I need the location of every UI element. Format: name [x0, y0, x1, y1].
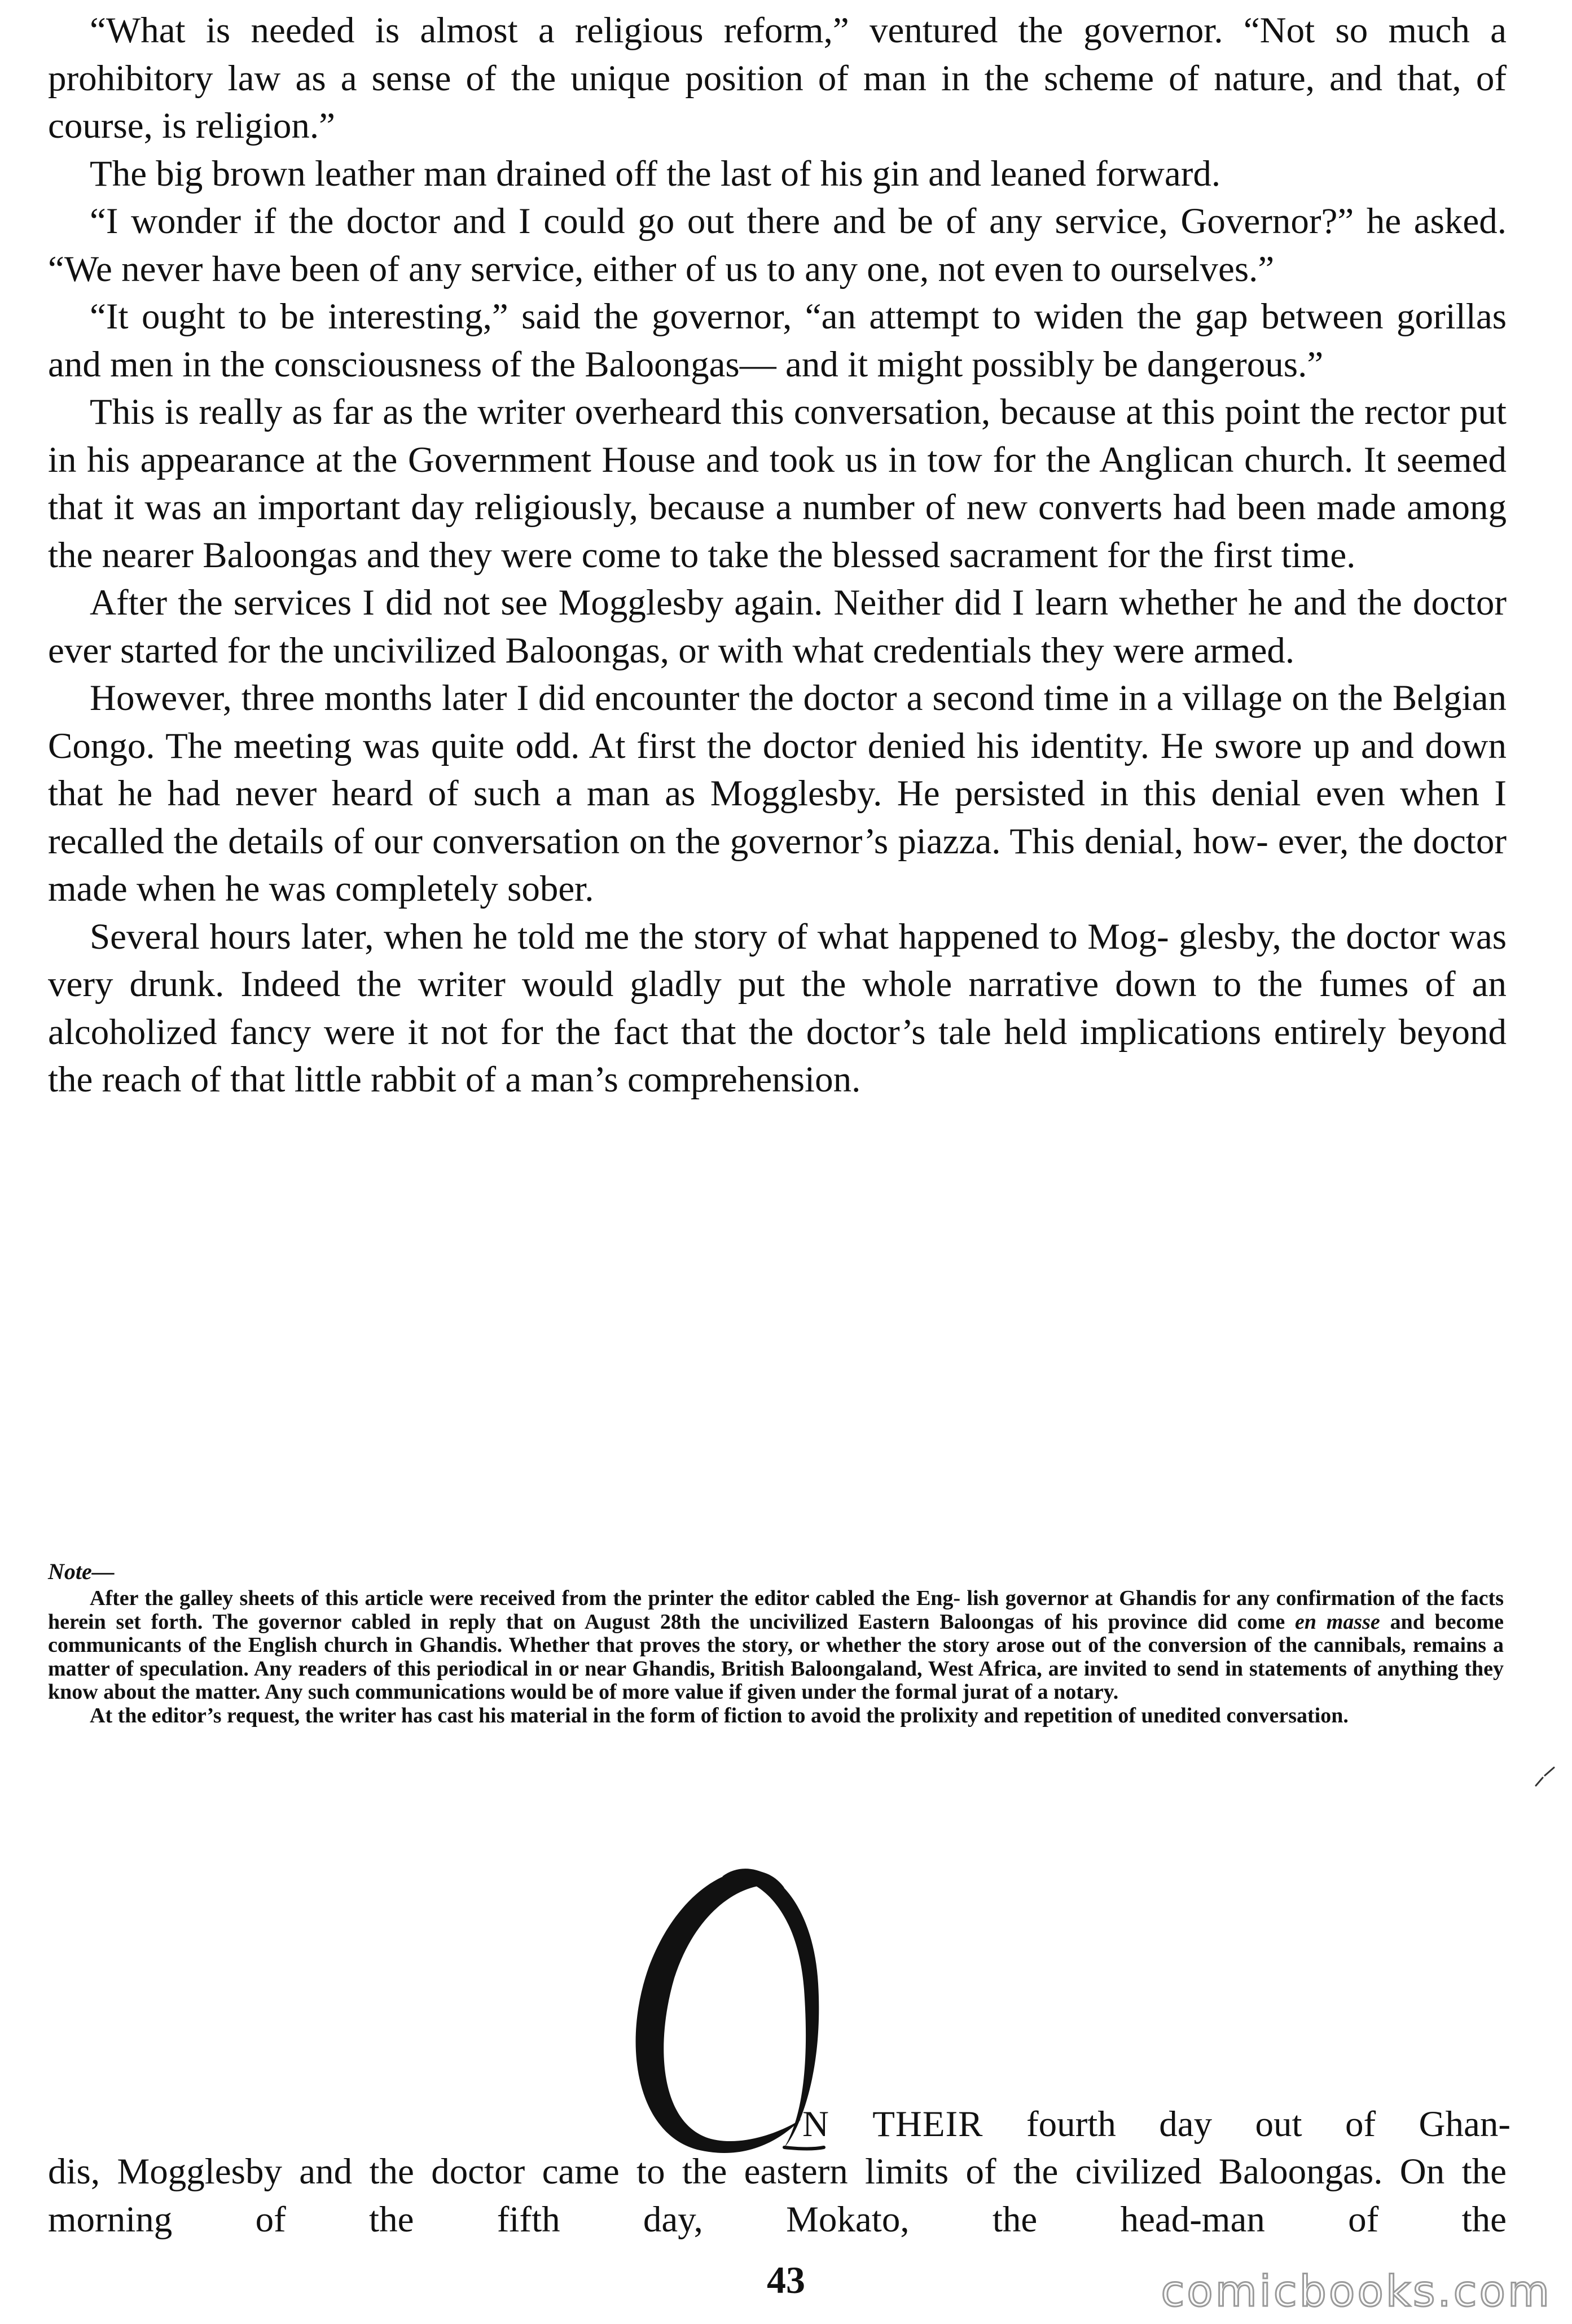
- opening-line-text: fourth day out of Ghan-: [983, 2104, 1510, 2145]
- paragraph: However, three months later I did encounter the doctor a second time in a village on the Belgian Congo. The meeting was quite odd. At first the doctor denied his identity. He swore up and down that he had never heard of such a man as Mogglesby. He persisted in this denial even when I recalled the details of our conversation on the governor’s piazza. This denial, how- ever, the doctor made when he was completely sober.: [48, 678, 1507, 909]
- watermark: comicbooks.com: [1161, 2266, 1552, 2316]
- note-label: Note—: [48, 1559, 115, 1584]
- paragraph: “It ought to be interesting,” said the governor, “an attempt to widen the gap between gorillas and men in the consciousness of the Baloongas— and it might possibly be dangerous.”: [48, 296, 1507, 385]
- note-paragraph: [48, 1587, 1504, 1704]
- note-paragraph: At the editor’s request, the writer has cast his material in the form of fiction to avoid the prolixity and repetition of unedited conversation.: [90, 1703, 1349, 1727]
- note-italic-phrase: en masse: [1294, 1610, 1380, 1634]
- opening-first-line: [802, 2101, 1510, 2148]
- editor-note: [48, 1587, 1504, 1727]
- paragraph: “What is needed is almost a religious reform,” ventured the governor. “Not so much a prohibitory law as a sense of the unique position of man in the scheme of nature, and that, of course, is religion.”: [48, 10, 1507, 146]
- paragraph: Several hours later, when he told me the story of what happened to Mog- glesby, the doctor was very drunk. Indeed the writer would gladly put the whole narrative down to the fumes of an alcoholized fancy were it not for the fact that the doctor’s tale held implications entirely beyond the reach of that little rabbit of a man’s comprehension.: [48, 916, 1507, 1100]
- paragraph: After the services I did not see Mogglesby again. Neither did I learn whether he and the doctor ever started for the uncivilized Baloongas, or with what credentials they were armed.: [48, 582, 1507, 671]
- paragraph: This is really as far as the writer overheard this conversation, because at this point the rector put in his appearance at the Government House and took us in tow for the Anglican church. It seemed that it was an important day religiously, because a number of new converts had been made among the nearer Baloongas and they were come to take the blessed sacrament for the first time.: [48, 392, 1507, 576]
- note-text-segment: After the galley sheets of this article were received from the printer the editor cabled the Eng- lish governor at Ghandis for any confirmation of the facts herein set forth. The governor cabled in reply that on August 28th the uncivilized Eastern Baloongas of his province did come: [48, 1586, 1504, 1634]
- paragraph: The big brown leather man drained off the last of his gin and leaned forward.: [90, 153, 1221, 194]
- dropcap-letter-o: [615, 1854, 829, 2170]
- article-body: [48, 7, 1507, 1104]
- paragraph: “I wonder if the doctor and I could go out there and be of any service, Governor?” he asked. “We never have been of any service, either of us to any one, not even to ourselves.”: [48, 201, 1507, 290]
- margin-tick-mark: [1534, 1765, 1556, 1788]
- note-text-segment: and become communicants of the English church in Ghandis. Whether that proves the story, or whether the story arose out of the conversion of the cannibals, remains a matter of speculation. Any readers of this periodical in or near Ghandis, British Baloongaland, West Africa, are invited to send in statements of anything they know about the matter. Any such communications would be of more value if given under the formal jurat of a notary.: [48, 1610, 1504, 1704]
- opening-paragraph: dis, Mogglesby and the doctor came to the eastern limits of the civilized Baloongas. On the morning of the fifth day, Mokato, the head-man of the: [48, 2151, 1507, 2240]
- page-number: 43: [767, 2259, 805, 2301]
- opening-smallcaps: N THEIR: [802, 2104, 983, 2145]
